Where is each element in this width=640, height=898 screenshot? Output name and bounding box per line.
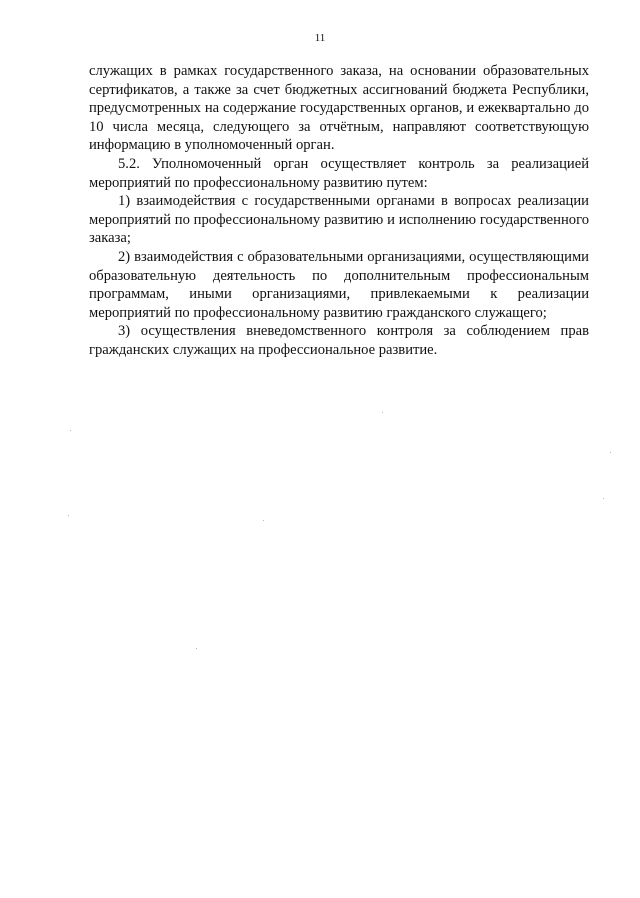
list-item-2: 2) взаимодействия с образовательными организациями, осуществляющими образовательную деятельность по дополнительным профессиональным программам, иными организациями, привлекаемыми к реализации мероприятий по профессиональному развитию гражданского служащего; xyxy=(89,248,589,321)
scan-speck xyxy=(603,498,604,499)
document-body xyxy=(89,62,589,360)
scan-speck xyxy=(70,430,71,431)
list-item-3: 3) осуществления вневедомственного контроля за соблюдением прав гражданских служащих на профессиональное развитие. xyxy=(89,323,589,358)
page-number: 11 xyxy=(314,32,326,44)
scan-speck xyxy=(382,412,383,413)
paragraph-section-5-2: 5.2. Уполномоченный орган осуществляет контроль за реализацией мероприятий по профессиональному развитию путем: xyxy=(89,155,589,191)
scan-speck xyxy=(610,452,611,453)
list-item-1: 1) взаимодействия с государственными органами в вопросах реализации мероприятий по профессиональному развитию и исполнению государственного заказа; xyxy=(89,193,589,247)
scan-speck xyxy=(196,648,197,649)
scan-speck xyxy=(263,520,264,521)
scan-speck xyxy=(68,515,69,516)
paragraph-continuation: служащих в рамках государственного заказа, на основании образовательных сертификатов, а также за счет бюджетных ассигнований бюджета Республики, предусмотренных на содержание государственных органов, и ежеквартально до 10 числа месяца, следующего за отчётным, направляют соответствующую информацию в уполномоченный орган. xyxy=(89,63,589,154)
